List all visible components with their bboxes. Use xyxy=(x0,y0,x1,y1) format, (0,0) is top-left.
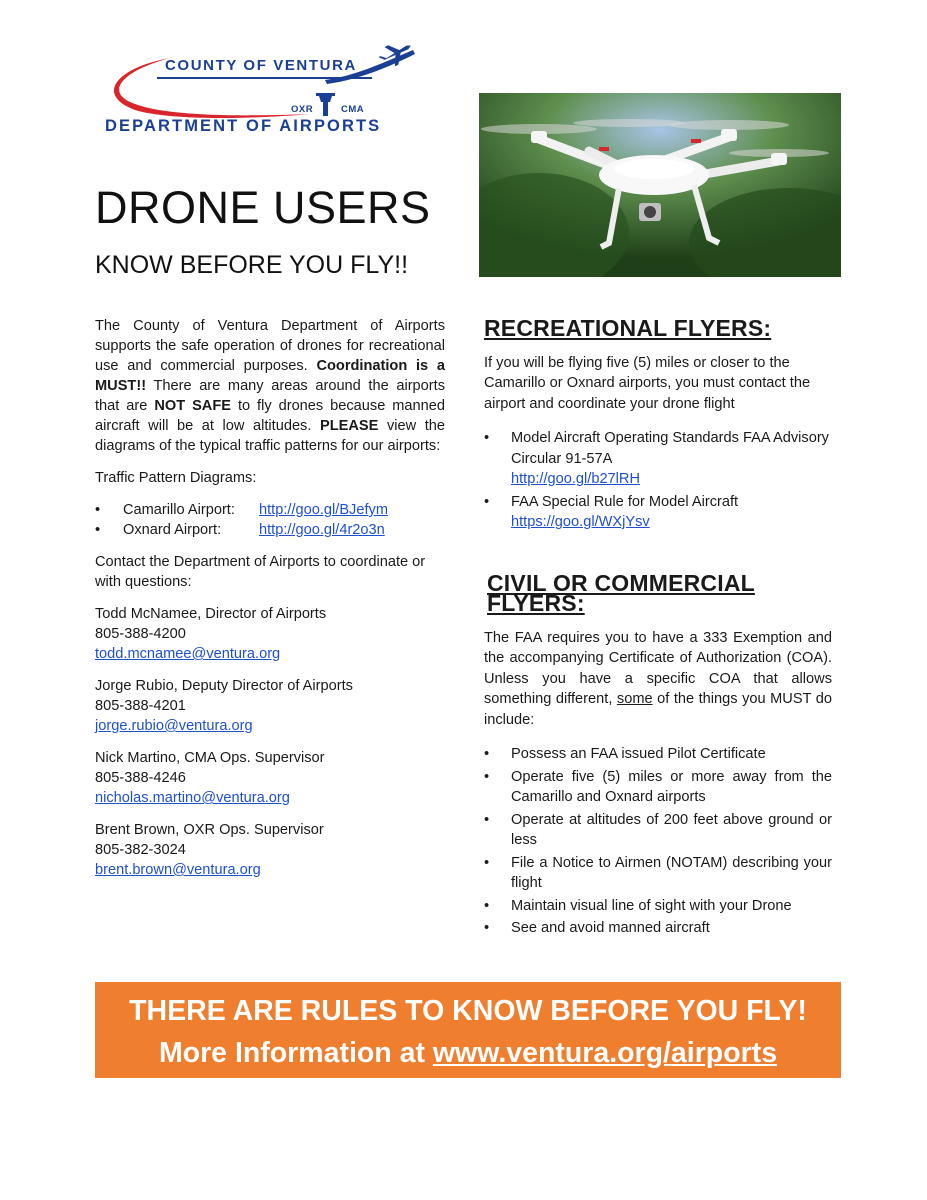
contact-card xyxy=(95,676,445,736)
list-item xyxy=(484,918,832,939)
bullet: • xyxy=(484,854,490,871)
contact-email-link[interactable]: brent.brown@ventura.org xyxy=(95,862,261,878)
list-item-text: See and avoid manned aircraft xyxy=(511,920,710,936)
airport-name: Camarillo Airport: xyxy=(123,502,235,518)
banner-info-line xyxy=(95,1037,841,1070)
intro-text-3: to fly drones because manned aircraft will be at low altitudes. xyxy=(95,398,446,434)
logo-department-text: DEPARTMENT OF AIRPORTS xyxy=(105,117,382,135)
special-rule-link[interactable]: https://goo.gl/WXjYsv xyxy=(511,514,650,530)
civil-text xyxy=(484,628,832,731)
logo-code-oxr: OXR xyxy=(291,104,314,115)
list-item-text: Operate at altitudes of 200 feet above ground or less xyxy=(511,811,832,848)
list-item xyxy=(484,744,832,765)
contact-name: Nick Martino, CMA Ops. Supervisor xyxy=(95,750,325,766)
contact-phone: 805-382-3024 xyxy=(95,842,186,858)
civil-text-1: The FAA requires you to have a 333 Exemption and the accompanying Certificate of Authorization (COA). Unless you have a specific COA that allows something different, xyxy=(484,629,832,707)
bullet: • xyxy=(484,768,490,785)
list-item xyxy=(484,428,832,490)
contact-phone: 805-388-4200 xyxy=(95,626,186,642)
contact-name: Brent Brown, OXR Ops. Supervisor xyxy=(95,822,324,838)
right-column xyxy=(484,315,832,941)
contact-phone: 805-388-4246 xyxy=(95,770,186,786)
info-banner xyxy=(95,982,841,1078)
contact-card xyxy=(95,820,445,880)
list-item-content xyxy=(511,492,832,533)
list-item xyxy=(484,767,832,808)
bullet: • xyxy=(484,746,490,762)
list-item xyxy=(95,500,445,520)
contact-email-link[interactable]: jorge.rubio@ventura.org xyxy=(95,718,253,734)
list-item-content xyxy=(511,428,832,490)
list-item-text: Maintain visual line of sight with your Drone xyxy=(511,897,792,914)
website-link[interactable]: www.ventura.org/airports xyxy=(432,1037,778,1069)
banner-info-prefix: More Information at xyxy=(158,1037,433,1069)
left-column xyxy=(95,316,445,892)
bullet: • xyxy=(95,522,101,538)
list-item-text: Possess an FAA issued Pilot Certificate xyxy=(511,746,766,762)
intro-paragraph xyxy=(95,316,445,456)
banner-headline: THERE ARE RULES TO KNOW BEFORE YOU FLY! xyxy=(129,995,807,1027)
intro-bold-please: PLEASE xyxy=(319,418,379,434)
county-airports-logo xyxy=(95,40,425,140)
oxnard-diagram-link[interactable]: http://goo.gl/4r2o3n xyxy=(259,522,385,538)
list-item xyxy=(484,810,832,851)
list-item-text: FAA Special Rule for Model Aircraft xyxy=(511,493,739,510)
intro-text-4: view the diagrams of the typical traffic patterns for our airports: xyxy=(95,418,445,454)
intro-bold-not-safe: NOT SAFE xyxy=(154,398,231,414)
civil-text-underlined: some xyxy=(616,691,653,707)
bullet: • xyxy=(484,897,490,914)
contact-card xyxy=(95,604,445,664)
bullet: • xyxy=(484,430,490,446)
advisory-circular-link[interactable]: http://goo.gl/b27lRH xyxy=(511,471,640,487)
contact-phone: 805-388-4201 xyxy=(95,698,186,714)
control-tower-icon xyxy=(316,93,335,116)
logo-code-cma: CMA xyxy=(341,104,365,115)
bullet: • xyxy=(95,502,101,518)
list-item-text: Operate five (5) miles or more away from the Camarillo and Oxnard airports xyxy=(511,768,832,805)
bullet: • xyxy=(484,920,490,936)
recreational-list xyxy=(484,428,832,533)
civil-text-2: of the things you MUST do include: xyxy=(484,691,832,728)
contact-email-link[interactable]: nicholas.martino@ventura.org xyxy=(95,790,290,806)
contact-email-link[interactable]: todd.mcnamee@ventura.org xyxy=(95,646,281,662)
recreational-heading: RECREATIONAL FLYERS: xyxy=(484,315,772,341)
page-title: DRONE USERS xyxy=(95,182,431,233)
diagrams-list xyxy=(95,500,445,540)
logo-county-text: COUNTY OF VENTURA xyxy=(165,57,357,74)
contact-name: Jorge Rubio, Deputy Director of Airports xyxy=(95,678,353,694)
diagrams-label: Traffic Pattern Diagrams: xyxy=(95,470,257,486)
list-item xyxy=(95,520,445,540)
intro-bold-coordination: Coordination is a MUST!! xyxy=(95,358,445,394)
airport-name: Oxnard Airport: xyxy=(123,522,222,538)
civil-heading: CIVIL OR COMMERCIAL FLYERS: xyxy=(487,569,755,616)
camarillo-diagram-link[interactable]: http://goo.gl/BJefym xyxy=(259,502,388,518)
page-subtitle: KNOW BEFORE YOU FLY!! xyxy=(95,251,409,279)
contact-name: Todd McNamee, Director of Airports xyxy=(95,606,327,622)
intro-text-2: There are many areas around the airports that are xyxy=(95,378,445,414)
recreational-text: If you will be flying five (5) miles or closer to the Camarillo or Oxnard airports, you must contact the airport and coordinate your drone flight xyxy=(484,354,811,412)
contact-intro: Contact the Department of Airports to coordinate or with questions: xyxy=(95,554,426,590)
intro-text-1: The County of Ventura Department of Airports supports the safe operation of drones for recreational use and commercial purposes. xyxy=(95,318,445,374)
list-item-text: Model Aircraft Operating Standards FAA Advisory Circular 91-57A xyxy=(511,430,829,467)
list-item xyxy=(484,853,832,894)
contact-card xyxy=(95,748,445,808)
bullet: • xyxy=(484,493,490,510)
list-item xyxy=(484,896,832,917)
list-item-text: File a Notice to Airmen (NOTAM) describing your flight xyxy=(511,854,832,891)
civil-list xyxy=(484,744,832,939)
list-item xyxy=(484,492,832,533)
drone-photo xyxy=(479,93,841,277)
bullet: • xyxy=(484,811,490,828)
drone-illustration xyxy=(479,93,841,277)
